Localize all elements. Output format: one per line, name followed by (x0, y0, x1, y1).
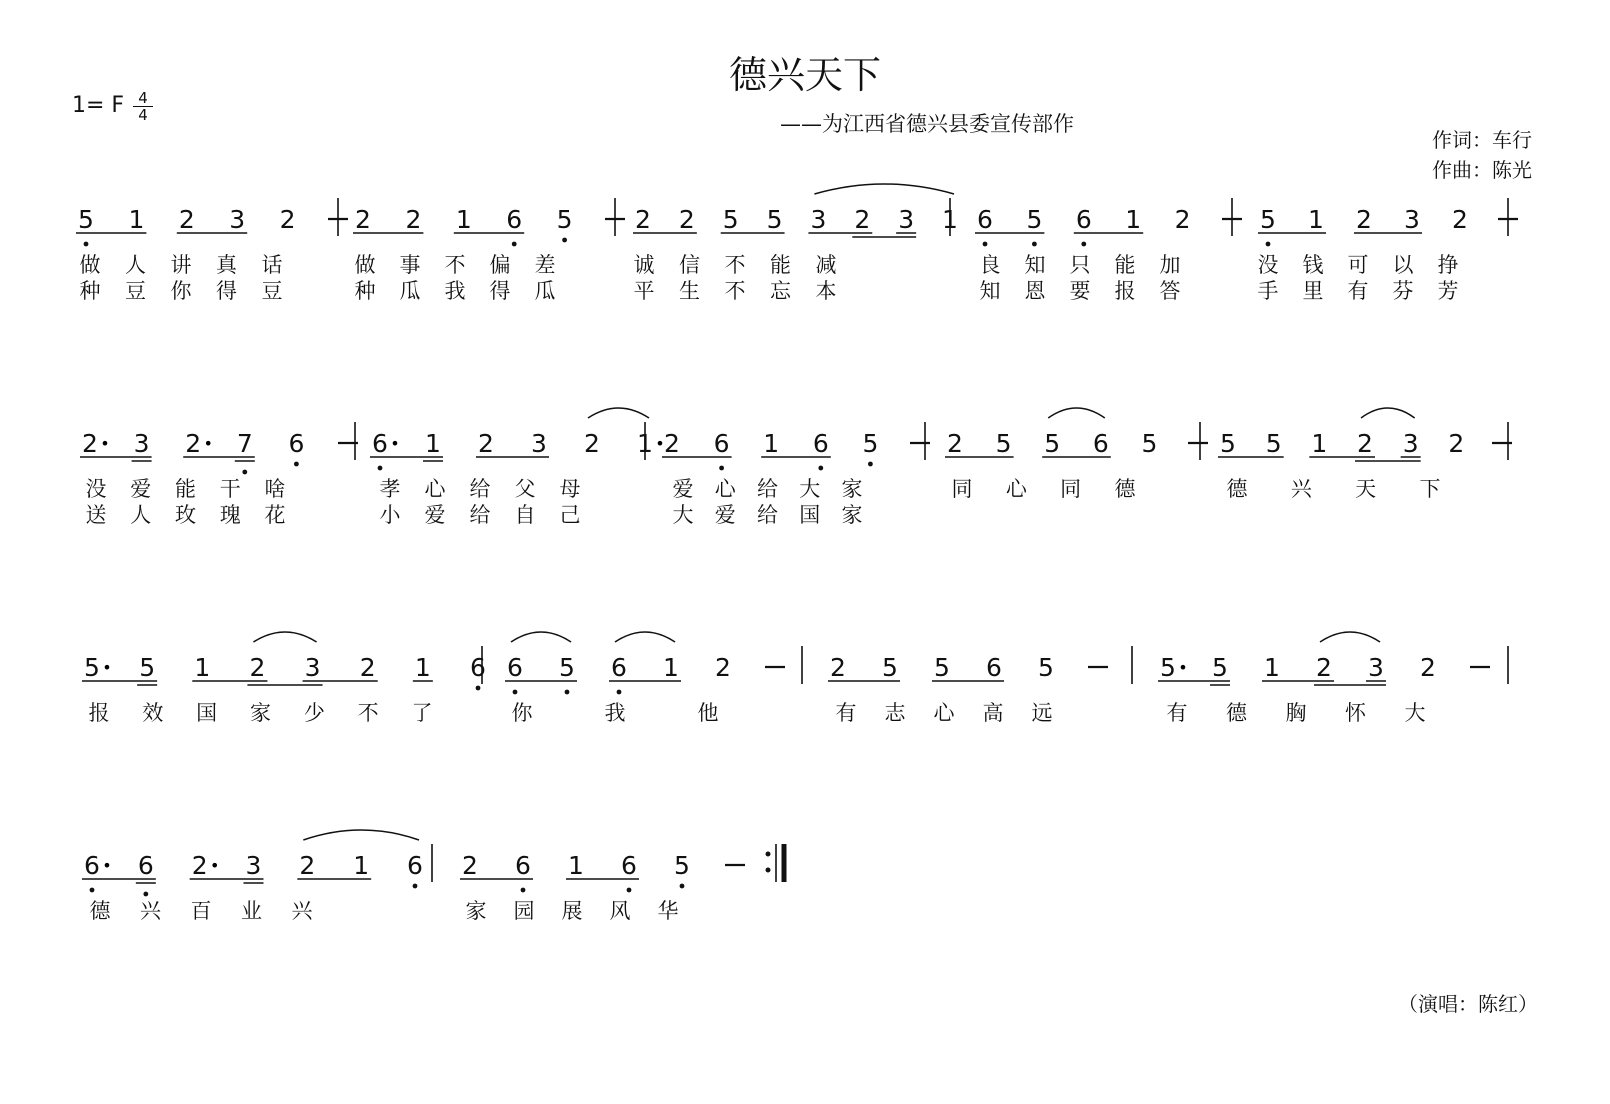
note: 1 (425, 429, 441, 458)
low-octave-dot (84, 242, 89, 247)
note: 3 (1402, 429, 1419, 458)
note: 6 (1092, 429, 1109, 458)
note: 3 (1404, 205, 1420, 234)
note: 2 (359, 653, 376, 682)
slur (615, 632, 675, 642)
score-system (82, 632, 1508, 725)
note: 3 (898, 205, 915, 234)
augmentation-dot: • (102, 856, 112, 875)
note: 3 (229, 205, 246, 234)
lyric-character: 报 (88, 701, 110, 725)
augmentation-dot: • (1178, 658, 1188, 677)
lyric-character: 豆 (261, 279, 283, 303)
slur (588, 408, 649, 418)
note: 5 (1044, 429, 1061, 458)
lyric-character: 怀 (1345, 701, 1366, 725)
note: 5 (995, 429, 1012, 458)
note: 1 (663, 653, 679, 682)
lyric-character: 可 (1347, 253, 1369, 277)
lyric-character: 没 (1257, 253, 1279, 277)
slur (511, 632, 571, 642)
low-octave-dot (1266, 242, 1271, 247)
lyric-character: 得 (216, 279, 237, 303)
lyric-character: 家 (841, 477, 863, 501)
lyric-character: 得 (489, 279, 511, 303)
note: 6 (515, 851, 531, 880)
note: 6 (84, 851, 100, 880)
score-system (82, 830, 784, 923)
lyric-character: 差 (534, 253, 556, 277)
note: 6 (812, 429, 829, 458)
note: 5 (78, 205, 94, 234)
note: 2 (584, 429, 600, 458)
note: 6 (621, 851, 637, 880)
lyric-character: 爱 (714, 503, 736, 527)
lyric-character: 国 (799, 503, 821, 527)
time-signature-bottom: 4 (138, 106, 148, 124)
lyric-character: 玫 (175, 503, 196, 527)
lyric-character: 良 (979, 253, 1001, 277)
note: 5 (556, 205, 573, 234)
lyric-character: 德 (1226, 701, 1247, 725)
low-octave-dot (983, 242, 988, 247)
note: 1 (1125, 205, 1142, 234)
low-octave-dot (1032, 242, 1037, 247)
note: 5 (882, 653, 898, 682)
note: 2 (678, 205, 695, 234)
lyric-character: 挣 (1437, 253, 1459, 277)
lyric-character: 给 (757, 503, 778, 527)
lyric-character: 爱 (672, 477, 694, 501)
low-octave-dot (143, 892, 148, 897)
note: 1 (942, 205, 958, 234)
lyric-character: 花 (264, 503, 286, 527)
lyric-character: 瓜 (534, 279, 556, 303)
measure (460, 851, 745, 892)
lyric-character: 有 (1166, 701, 1188, 725)
lyric-character: 爱 (424, 503, 446, 527)
lyric-character: 给 (469, 503, 491, 527)
note: 2 (947, 429, 963, 458)
note: 6 (506, 205, 523, 234)
note: 5 (559, 653, 575, 682)
low-octave-dot (562, 238, 567, 243)
lyric-character: 大 (1404, 701, 1426, 725)
note: 5 (1265, 429, 1282, 458)
lyric-character: 你 (170, 279, 192, 303)
note: 2 (355, 205, 371, 234)
lyric-character: 里 (1302, 279, 1324, 303)
score-system (80, 408, 1512, 527)
measure (975, 205, 1242, 246)
slur (1048, 408, 1105, 418)
note: 5 (139, 653, 156, 682)
note: 5 (84, 653, 100, 682)
low-octave-dot (242, 470, 247, 475)
note: 1 (637, 429, 653, 458)
composer-credit: 作曲：陈光 (1432, 158, 1532, 182)
lyric-character: 人 (125, 253, 146, 277)
augmentation-dot: • (209, 856, 220, 875)
lyric-character: 信 (679, 253, 700, 277)
note: 2 (715, 653, 731, 682)
augmentation-dot: • (102, 658, 112, 677)
note: 5 (1220, 429, 1236, 458)
lyric-character: 爱 (130, 477, 152, 501)
note: 6 (977, 205, 993, 234)
note: 2 (279, 205, 296, 234)
measure (82, 830, 423, 896)
low-octave-dot (680, 884, 685, 889)
note: 2 (1420, 653, 1436, 682)
lyric-character: 啥 (264, 477, 286, 501)
low-octave-dot (512, 242, 517, 247)
low-octave-dot (521, 888, 526, 893)
lyric-character: 给 (757, 477, 778, 501)
note: 6 (288, 429, 305, 458)
slur (303, 830, 419, 840)
lyric-character: 天 (1355, 477, 1377, 501)
lyric-character: 大 (672, 503, 694, 527)
key-signature: 1= F (72, 93, 125, 118)
measure (1218, 408, 1512, 461)
lyric-character: 加 (1159, 253, 1181, 277)
note: 2 (299, 851, 316, 880)
lyric-character: 不 (724, 253, 746, 277)
lyric-character: 德 (89, 899, 111, 923)
repeat-dot (766, 852, 771, 857)
lyric-character: 真 (216, 253, 237, 277)
lyric-character: 你 (511, 701, 533, 725)
lyric-character: 小 (379, 503, 401, 527)
note: 5 (862, 429, 879, 458)
note: 6 (986, 653, 1002, 682)
note: 2 (185, 429, 202, 458)
note: 5 (1026, 205, 1043, 234)
lyric-character: 百 (190, 899, 212, 923)
measure (633, 184, 958, 237)
low-octave-dot (818, 466, 823, 471)
lyric-character: 诚 (633, 253, 655, 277)
score-system (76, 184, 1518, 303)
lyric-character: 国 (196, 701, 218, 725)
measure (1258, 205, 1518, 246)
slur (253, 632, 316, 642)
lyricist-credit: 作词：车行 (1432, 128, 1532, 152)
lyric-character: 豆 (125, 279, 146, 303)
lyric-character: 园 (513, 899, 535, 923)
lyric-character: 德 (1114, 477, 1136, 501)
singer-credit: （演唱：陈红） (1398, 992, 1538, 1016)
measure (82, 632, 486, 690)
low-octave-dot (719, 466, 724, 471)
lyric-character: 不 (724, 279, 746, 303)
note: 5 (766, 205, 783, 234)
note: 1 (128, 205, 145, 234)
note: 1 (1264, 653, 1280, 682)
lyric-character: 种 (354, 279, 376, 303)
lyric-character: 不 (444, 253, 466, 277)
lyric-character: 没 (85, 477, 107, 501)
measure (80, 429, 358, 474)
lyric-character: 只 (1069, 253, 1091, 277)
lyric-character: 本 (815, 279, 837, 303)
lyric-character: 己 (559, 503, 581, 527)
lyric-character: 家 (250, 701, 271, 725)
note: 2 (1357, 429, 1373, 458)
lyric-character: 手 (1257, 279, 1279, 303)
slur (814, 184, 954, 194)
note: 7 (236, 429, 253, 458)
note: 2 (635, 205, 651, 234)
note: 2 (178, 205, 195, 234)
note: 2 (405, 205, 422, 234)
augmentation-dot: • (203, 434, 213, 453)
measure (828, 653, 1108, 682)
note: 3 (304, 653, 321, 682)
lyric-character: 瑰 (219, 503, 241, 527)
low-octave-dot (378, 466, 383, 471)
lyric-character: 母 (559, 477, 581, 501)
augmentation-dot: • (390, 434, 400, 453)
note: 1 (194, 653, 211, 682)
lyric-character: 心 (933, 701, 955, 725)
note: 1 (763, 429, 780, 458)
note: 3 (133, 429, 150, 458)
lyric-character: 孝 (379, 477, 401, 501)
lyric-character: 事 (399, 253, 421, 277)
note: 2 (1448, 429, 1465, 458)
lyric-character: 我 (604, 701, 626, 725)
low-octave-dot (90, 888, 95, 893)
note: 2 (1316, 653, 1332, 682)
note: 1 (568, 851, 584, 880)
lyric-character: 业 (241, 899, 262, 923)
lyric-character: 风 (609, 899, 631, 923)
lyric-character: 瓜 (399, 279, 421, 303)
lyric-character: 能 (175, 477, 196, 501)
note: 2 (1356, 205, 1372, 234)
lyric-character: 知 (1024, 253, 1046, 277)
note: 3 (810, 205, 827, 234)
lyric-character: 大 (799, 477, 821, 501)
lyric-character: 下 (1419, 477, 1441, 501)
time-signature-top: 4 (133, 90, 153, 107)
note: 2 (854, 205, 871, 234)
lyric-character: 华 (657, 899, 679, 923)
low-octave-dot (294, 462, 299, 467)
note: 3 (531, 429, 547, 458)
low-octave-dot (627, 888, 632, 893)
lyric-character: 展 (561, 899, 583, 923)
note: 6 (407, 851, 423, 880)
lyric-character: 送 (85, 503, 107, 527)
note: 5 (1038, 653, 1054, 682)
lyric-character: 报 (1114, 279, 1136, 303)
song-title: 德兴天下 (728, 53, 881, 97)
measure (353, 205, 625, 246)
lyric-character: 答 (1159, 279, 1181, 303)
lyric-character: 平 (633, 279, 655, 303)
note: 2 (1174, 205, 1191, 234)
note: 1 (455, 205, 472, 234)
note: 5 (674, 851, 690, 880)
lyric-character: 话 (261, 253, 283, 277)
note: 5 (1160, 653, 1176, 682)
note: 1 (414, 653, 431, 682)
lyric-character: 德 (1226, 477, 1248, 501)
note: 5 (1260, 205, 1276, 234)
augmentation-dot: • (100, 434, 110, 453)
note: 6 (713, 429, 730, 458)
repeat-dot (766, 868, 771, 873)
lyric-character: 人 (130, 503, 152, 527)
lyric-character: 知 (979, 279, 1001, 303)
lyric-character: 心 (424, 477, 446, 501)
lyric-character: 钱 (1302, 253, 1324, 277)
note: 6 (372, 429, 388, 458)
lyric-character: 忘 (770, 279, 791, 303)
lyric-character: 兴 (1290, 477, 1312, 501)
lyric-character: 要 (1069, 279, 1091, 303)
lyric-character: 生 (679, 279, 700, 303)
lyric-character: 少 (303, 701, 325, 725)
lyric-character: 兴 (140, 899, 161, 923)
lyric-character: 有 (835, 701, 857, 725)
measure (1158, 632, 1490, 685)
lyric-character: 给 (469, 477, 491, 501)
low-octave-dot (476, 686, 481, 691)
note: 5 (722, 205, 739, 234)
note: 5 (934, 653, 950, 682)
note: 2 (830, 653, 846, 682)
lyric-character: 家 (841, 503, 863, 527)
lyric-character: 胸 (1285, 701, 1307, 725)
slur (1361, 408, 1415, 418)
lyric-character: 我 (444, 279, 466, 303)
note: 2 (249, 653, 266, 682)
lyric-character: 能 (1114, 253, 1136, 277)
lyric-character: 自 (514, 503, 536, 527)
note: 6 (507, 653, 523, 682)
measure (505, 632, 785, 694)
lyric-character: 芳 (1437, 279, 1459, 303)
lyric-character: 做 (79, 253, 101, 277)
measure (662, 429, 930, 470)
low-octave-dot (868, 462, 873, 467)
note: 1 (1311, 429, 1328, 458)
lyric-character: 有 (1347, 279, 1369, 303)
lyric-character: 能 (770, 253, 791, 277)
measure (76, 205, 348, 246)
lyric-character: 高 (982, 701, 1004, 725)
lyric-character: 父 (514, 477, 536, 501)
lyric-character: 效 (142, 701, 164, 725)
lyric-character: 兴 (291, 899, 313, 923)
low-octave-dot (565, 690, 570, 695)
measure (945, 408, 1208, 458)
lyric-character: 做 (354, 253, 376, 277)
lyric-character: 同 (1060, 477, 1082, 501)
measure (370, 408, 665, 470)
lyric-character: 偏 (489, 253, 511, 277)
note: 6 (137, 851, 154, 880)
slur (1320, 632, 1380, 642)
note: 2 (664, 429, 680, 458)
note: 2 (82, 429, 98, 458)
note: 2 (1452, 205, 1468, 234)
note: 2 (462, 851, 478, 880)
lyric-character: 志 (884, 701, 906, 725)
lyric-character: 了 (411, 701, 433, 725)
lyric-character: 家 (465, 899, 487, 923)
lyric-character: 不 (357, 701, 379, 725)
note: 5 (1212, 653, 1228, 682)
lyric-character: 减 (815, 253, 837, 277)
song-subtitle: ——为江西省德兴县委宣传部作 (780, 112, 1074, 136)
lyric-character: 芬 (1392, 279, 1414, 303)
note: 3 (245, 851, 262, 880)
note: 6 (611, 653, 627, 682)
low-octave-dot (617, 690, 622, 695)
lyric-character: 以 (1392, 253, 1414, 277)
lyric-character: 讲 (170, 253, 192, 277)
note: 5 (1141, 429, 1158, 458)
note: 2 (191, 851, 208, 880)
note: 6 (470, 653, 486, 682)
lyric-character: 恩 (1024, 279, 1046, 303)
lyric-character: 心 (714, 477, 736, 501)
note: 3 (1368, 653, 1384, 682)
lyric-character: 干 (219, 477, 241, 501)
lyric-character: 他 (697, 701, 719, 725)
note: 1 (1308, 205, 1324, 234)
lyric-character: 远 (1031, 701, 1053, 725)
low-octave-dot (1081, 242, 1086, 247)
note: 1 (353, 851, 370, 880)
lyric-character: 种 (79, 279, 101, 303)
low-octave-dot (413, 884, 418, 889)
note: 6 (1075, 205, 1092, 234)
augmentation-dot: • (655, 434, 665, 453)
lyric-character: 同 (951, 477, 973, 501)
low-octave-dot (513, 690, 518, 695)
note: 2 (478, 429, 494, 458)
lyric-character: 心 (1005, 477, 1027, 501)
